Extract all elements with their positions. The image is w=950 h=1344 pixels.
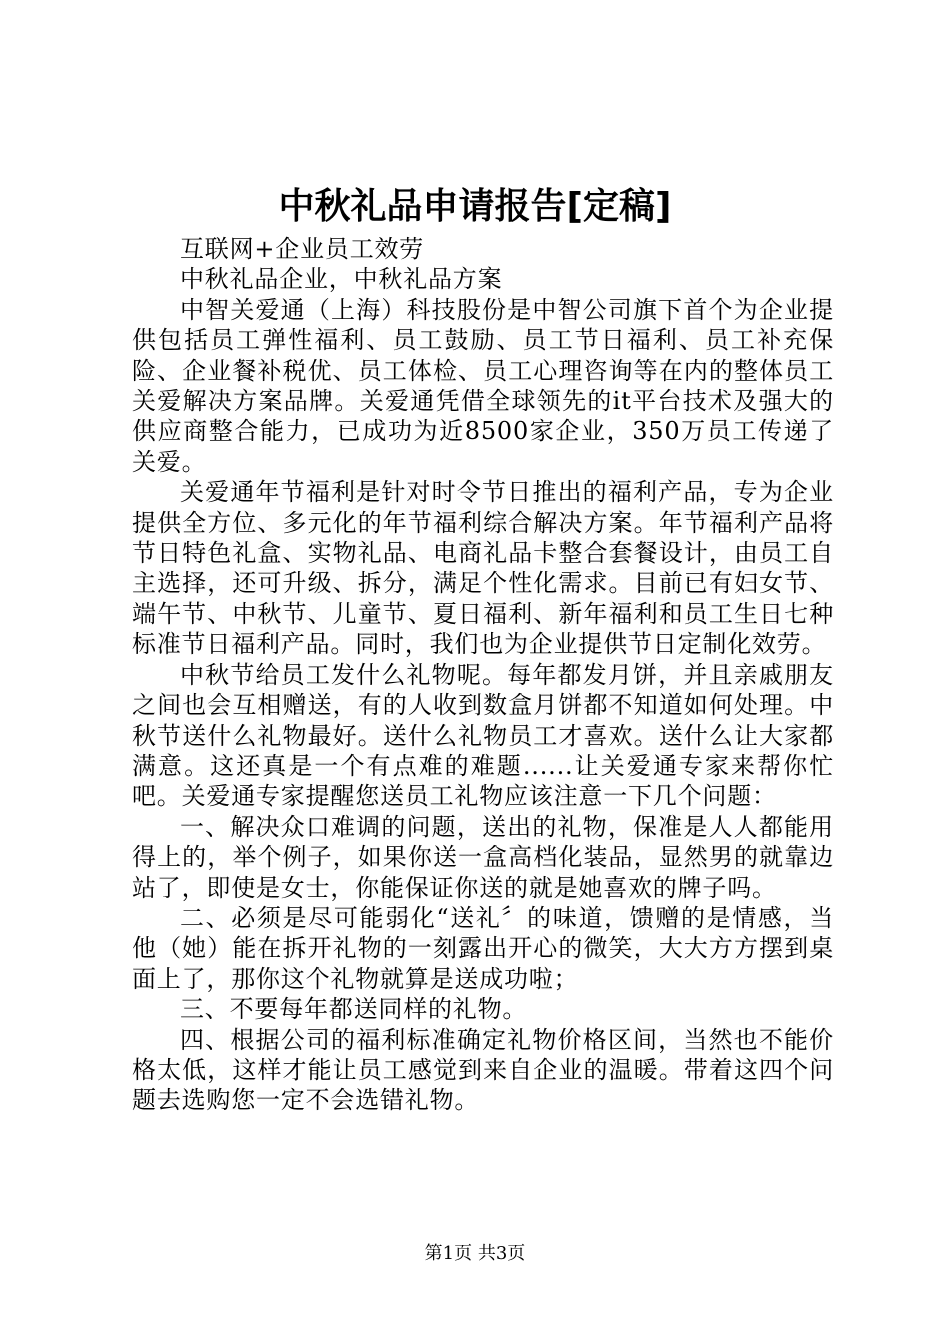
paragraph-4: 关爱通年节福利是针对时令节日推出的福利产品，专为企业提供全方位、多元化的年节福利综合解决方案。年节福利产品将节日特色礼盒、实物礼品、电商礼品卡整合套餐设计，由员工自主选择，还可升级、拆分，满足个性化需求。目前已有妇女节、端午节、中秋节、儿童节、夏日福利、新年福利和员工生日七种标准节日福利产品。同时，我们也为企业提供节日定制化效劳。 (132, 478, 834, 659)
paragraph-8: 三、不要每年都送同样的礼物。 (180, 995, 528, 1024)
paragraph-5: 中秋节给员工发什么礼物呢。每年都发月饼，并且亲戚朋友之间也会互相赠送，有的人收到数盒月饼都不知道如何处理。中秋节送什么礼物最好。送什么礼物员工才喜欢。送什么让大家都满意。这还真是一个有点难的难题......让关爱通专家来帮你忙吧。关爱通专家提醒您送员工礼物应该注意一下几个问题： (132, 660, 834, 811)
page-footer: 第1页 共3页 (424, 1243, 526, 1264)
document-body (132, 234, 834, 1116)
paragraph-2: 中秋礼品企业，中秋礼品方案 (180, 265, 503, 294)
document-title: 中秋礼品申请报告[定稿] (278, 186, 672, 227)
paragraph-1: 互联网+企业员工效劳 (180, 235, 425, 263)
paragraph-9: 四、根据公司的福利标准确定礼物价格区间，当然也不能价格太低，这样才能让员工感觉到来自企业的温暖。带着这四个问题去选购您一定不会选错礼物。 (132, 1025, 834, 1115)
paragraph-3: 中智关爱通（上海）科技股份是中智公司旗下首个为企业提供包括员工弹性福利、员工鼓励、员工节日福利、员工补充保险、企业餐补税优、员工体检、员工心理咨询等在内的整体员工关爱解决方案品牌。关爱通凭借全球领先的it平台技术及强大的供应商整合能力，已成功为近8500家企业，350万员工传递了关爱。 (132, 295, 834, 476)
paragraph-7: 二、必须是尽可能弱化“送礼〞的味道，馈赠的是情感，当他（她）能在拆开礼物的一刻露出开心的微笑，大大方方摆到桌面上了，那你这个礼物就算是送成功啦； (132, 903, 834, 993)
paragraph-6: 一、解决众口难调的问题，送出的礼物，保准是人人都能用得上的，举个例子，如果你送一盒高档化装品，显然男的就靠边站了，即使是女士，你能保证你送的就是她喜欢的牌子吗。 (132, 812, 834, 902)
